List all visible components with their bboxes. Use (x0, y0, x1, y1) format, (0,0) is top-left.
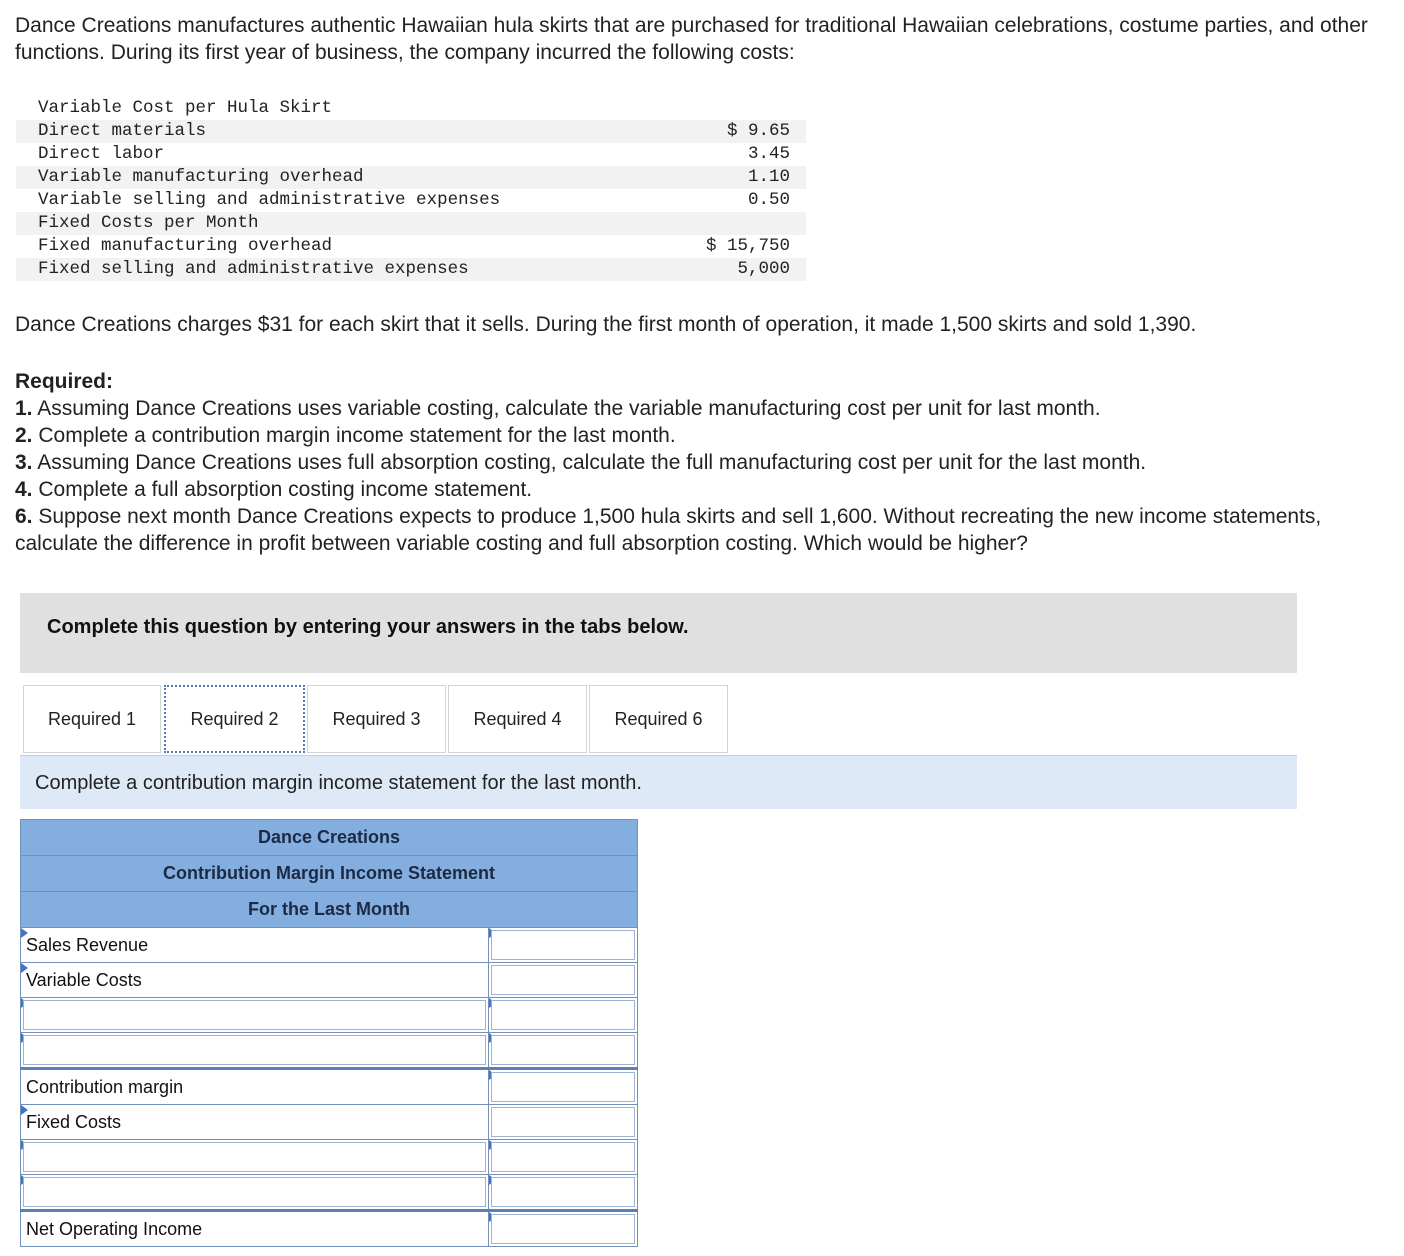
statement-period: For the Last Month (21, 892, 638, 928)
amount-input[interactable] (491, 1000, 635, 1030)
statement-row (21, 1033, 638, 1069)
required-item (15, 422, 1385, 449)
label-input[interactable] (23, 1177, 486, 1207)
row-label-cell[interactable] (21, 928, 489, 963)
tab-required-3[interactable]: Required 3 (307, 685, 446, 753)
amount-cell[interactable] (488, 928, 637, 963)
cost-row (16, 120, 806, 143)
amount-input[interactable] (491, 1072, 635, 1102)
amount-input[interactable] (491, 1142, 635, 1172)
required-item (15, 395, 1385, 422)
tab-required-2[interactable]: Required 2 (164, 685, 305, 753)
cost-row (16, 166, 806, 189)
row-label: Fixed Costs (26, 1112, 122, 1132)
amount-input[interactable] (491, 1214, 635, 1244)
cost-row (16, 97, 806, 120)
amount-input[interactable] (491, 965, 635, 995)
required-title: Required: (15, 370, 114, 393)
tab-required-6[interactable]: Required 6 (589, 685, 728, 753)
statement-title: Contribution Margin Income Statement (21, 856, 638, 892)
required-number: 1. (15, 397, 33, 420)
required-text: Complete a contribution margin income statement for the last month. (38, 424, 676, 447)
amount-cell[interactable] (488, 998, 637, 1033)
statement-row (21, 1140, 638, 1175)
label-input[interactable] (23, 1035, 486, 1065)
income-statement (20, 819, 638, 1247)
row-label-cell[interactable] (21, 1033, 489, 1069)
cost-row (16, 143, 806, 166)
price-sentence: Dance Creations charges $31 for each skirt that it sells. During the first month of operation, it made 1,500 skirts and sold 1,390. (15, 313, 1197, 336)
cost-value: $ 9.65 (570, 120, 806, 143)
statement-row (21, 1069, 638, 1105)
cost-value: 5,000 (570, 258, 806, 281)
cost-value (570, 97, 806, 120)
amount-cell[interactable] (488, 1105, 637, 1140)
amount-input[interactable] (491, 1107, 635, 1137)
label-input[interactable] (23, 1000, 486, 1030)
statement-row (21, 928, 638, 963)
label-input[interactable] (23, 1142, 486, 1172)
required-item (15, 449, 1385, 476)
cost-row (16, 258, 806, 281)
instruction-box (20, 593, 1297, 673)
required-text: Suppose next month Dance Creations expects to produce 1,500 hula skirts and sell 1,600. Without recreating the new income statements, calculate the difference in profit between variable costing and full absorption costing. Which would be higher? (15, 505, 1322, 555)
cost-label: Variable manufacturing overhead (16, 166, 570, 189)
amount-input[interactable] (491, 930, 635, 960)
tab-prompt-bar (20, 756, 1297, 809)
cost-row (16, 235, 806, 258)
statement-row (21, 998, 638, 1033)
row-label-cell[interactable] (21, 963, 489, 998)
cost-label: Fixed Costs per Month (16, 212, 570, 235)
required-text: Complete a full absorption costing income statement. (38, 478, 533, 501)
cost-label: Fixed manufacturing overhead (38, 236, 333, 256)
cost-label: Fixed selling and administrative expenses (16, 258, 570, 281)
tab-prompt: Complete a contribution margin income statement for the last month. (35, 772, 642, 794)
statement-row (21, 1105, 638, 1140)
instruction-text: Complete this question by entering your answers in the tabs below. (47, 616, 689, 638)
required-section (15, 368, 1385, 557)
required-number: 3. (15, 451, 33, 474)
amount-input[interactable] (491, 1035, 635, 1065)
amount-cell[interactable] (488, 1175, 637, 1211)
tab-required-1[interactable]: Required 1 (23, 685, 161, 753)
row-label-cell (21, 1211, 489, 1247)
amount-cell[interactable] (488, 1140, 637, 1175)
amount-cell[interactable] (488, 1033, 637, 1069)
cost-value: 1.10 (570, 166, 806, 189)
cost-row (16, 189, 806, 212)
cost-value: 0.50 (747, 190, 790, 210)
statement-row (21, 963, 638, 998)
row-label: Sales Revenue (26, 935, 149, 955)
row-label: Contribution margin (26, 1077, 184, 1097)
row-label-cell[interactable] (21, 1175, 489, 1211)
required-text: Assuming Dance Creations uses full absorption costing, calculate the full manufacturing cost per unit for the last month. (37, 451, 1147, 474)
intro-paragraph: Dance Creations manufactures authentic Hawaiian hula skirts that are purchased for traditional Hawaiian celebrations, costume parties, and other functions. During its first year of business, the company incurred the following costs: (15, 14, 1368, 64)
required-number: 6. (15, 505, 33, 528)
cost-label: Direct labor (38, 144, 165, 164)
required-item (15, 476, 1385, 503)
required-text: Assuming Dance Creations uses variable costing, calculate the variable manufacturing cost per unit for last month. (37, 397, 1101, 420)
row-label-cell[interactable] (21, 998, 489, 1033)
row-label: Net Operating Income (26, 1219, 203, 1239)
tab-required-4[interactable]: Required 4 (448, 685, 587, 753)
row-label: Variable Costs (26, 970, 142, 990)
cost-label: Variable Cost per Hula Skirt (38, 98, 333, 118)
amount-cell[interactable] (488, 1069, 637, 1105)
cost-label: Variable selling and administrative expenses (38, 190, 501, 210)
cost-value (570, 212, 806, 235)
row-label-cell[interactable] (21, 1105, 489, 1140)
amount-input[interactable] (491, 1177, 635, 1207)
statement-row (21, 1175, 638, 1211)
cost-table (16, 97, 806, 281)
row-label-cell[interactable] (21, 1140, 489, 1175)
cost-value: 3.45 (747, 144, 790, 164)
amount-cell[interactable] (488, 963, 637, 998)
cost-value: $ 15,750 (705, 236, 790, 256)
cost-row (16, 212, 806, 235)
amount-cell[interactable] (488, 1211, 637, 1247)
statement-row (21, 1211, 638, 1247)
statement-company: Dance Creations (21, 820, 638, 856)
cost-label: Direct materials (16, 120, 570, 143)
required-number: 4. (15, 478, 33, 501)
required-number: 2. (15, 424, 33, 447)
required-item (15, 503, 1385, 557)
row-label-cell (21, 1069, 489, 1105)
